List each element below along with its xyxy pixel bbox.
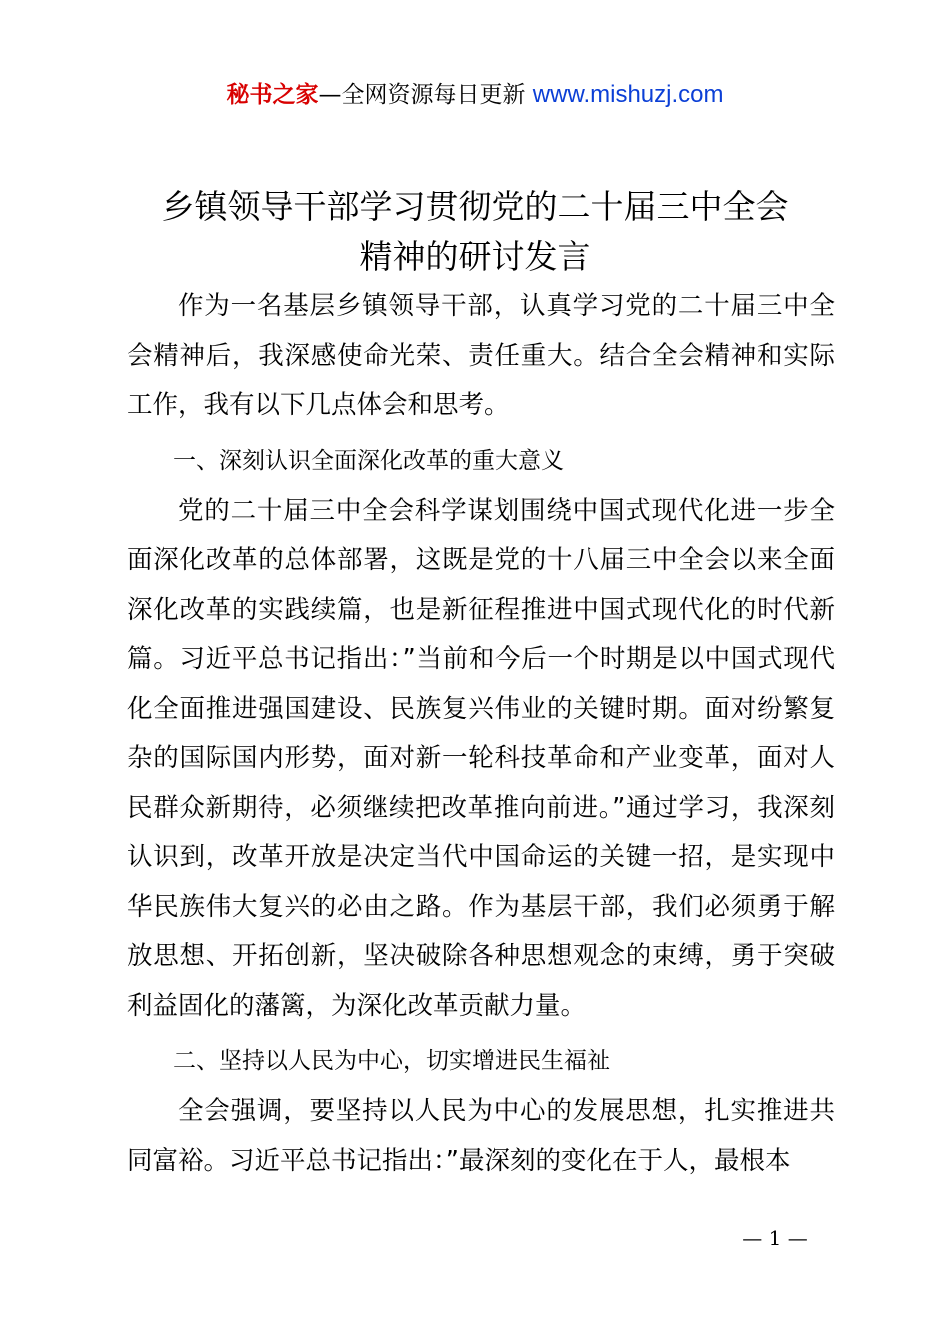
section-1-paragraph: 党的二十届三中全会科学谋划围绕中国式现代化进一步全面深化改革的总体部署，这既是党的十八届三中全会以来全面深化改革的实践续篇，也是新征程推进中国式现代化的时代新篇。习近平总书记指出：”当前和今后一个时期是以中国式现代化全面推进强国建设、民族复兴伟业的关键时期。面对纷繁复杂的国际国内形势，面对新一轮科技革命和产业变革，面对人民群众新期待，必须继续把改革推向前进。”通过学习，我深刻认识到，改革开放是决定当代中国命运的关键一招，是实现中华民族伟大复兴的必由之路。作为基层干部，我们必须勇于解放思想、开拓创新，坚决破除各种思想观念的束缚，勇于突破利益固化的藩篱，为深化改革贡献力量。	[127, 495, 835, 1021]
title-line-2: 精神的研讨发言	[359, 237, 591, 276]
section-heading-2: 二、坚持以人民为中心，切实增进民生福祉	[173, 1048, 610, 1074]
document-title	[90, 182, 860, 282]
section-heading-1: 一、深刻认识全面深化改革的重大意义	[173, 447, 564, 474]
section-2-paragraph: 全会强调，要坚持以人民为中心的发展思想，扎实推进共同富裕。习近平总书记指出：”最深刻的变化在于人，最根本	[127, 1096, 835, 1176]
site-header	[0, 78, 950, 112]
header-dash: —	[318, 82, 342, 108]
page-number: — 1 —	[742, 1226, 808, 1250]
site-url-link[interactable]: www.mishuzj.com	[532, 81, 724, 108]
intro-paragraph: 作为一名基层乡镇领导干部，认真学习党的二十届三中全会精神后，我深感使命光荣、责任重大。结合全会精神和实际工作，我有以下几点体会和思考。	[127, 291, 835, 420]
title-line-1: 乡镇领导干部学习贯彻党的二十届三中全会	[161, 187, 789, 226]
brand-name: 秘书之家	[226, 82, 319, 108]
document-body	[127, 282, 835, 1186]
header-slogan: 全网资源每日更新	[341, 82, 526, 108]
